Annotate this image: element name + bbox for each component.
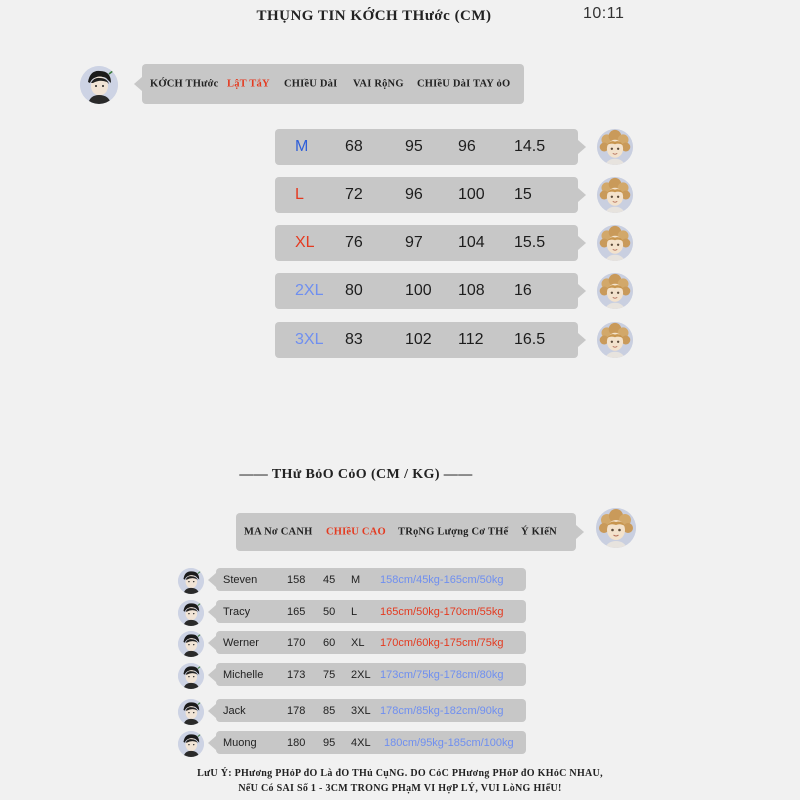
size-row-shoulder: 95 bbox=[405, 138, 423, 155]
blond-curly-hair-avatar-icon bbox=[597, 225, 633, 261]
size-row-size: 2XL bbox=[295, 282, 324, 299]
size-row-shoulder: 96 bbox=[405, 186, 423, 203]
model-row-height: 158 bbox=[287, 573, 306, 586]
size-row bbox=[275, 129, 578, 165]
model-row-height: 165 bbox=[287, 605, 306, 618]
model-row-name: Steven bbox=[223, 573, 258, 586]
dark-haired-boy-avatar-icon bbox=[178, 600, 204, 626]
size-row-size: M bbox=[295, 138, 309, 155]
size-row-shoulder: 102 bbox=[405, 331, 432, 348]
model-row-weight: 75 bbox=[323, 668, 336, 681]
model-row-size: XL bbox=[351, 636, 365, 649]
size-row-length: 68 bbox=[345, 138, 363, 155]
col-length-label: CHIềU DàI bbox=[284, 78, 338, 90]
blond-curly-hair-avatar-icon bbox=[597, 177, 633, 213]
dark-haired-boy-avatar-icon bbox=[178, 731, 204, 757]
model-section-title: —— THử BỏO CỏO (CM / KG) —— bbox=[239, 467, 473, 482]
dark-haired-boy-avatar-icon bbox=[178, 568, 204, 594]
model-row bbox=[216, 663, 526, 686]
model-row-recommend: 178cm/85kg-182cm/90kg bbox=[380, 704, 504, 717]
blond-curly-hair-avatar-icon bbox=[597, 129, 633, 165]
size-row bbox=[275, 273, 578, 309]
model-row-size: 4XL bbox=[351, 736, 371, 749]
model-row-recommend: 170cm/60kg-175cm/75kg bbox=[380, 636, 504, 649]
size-row-length: 80 bbox=[345, 282, 363, 299]
size-row-chest: 96 bbox=[458, 138, 476, 155]
model-table-header bbox=[236, 513, 576, 551]
model-row-name: Werner bbox=[223, 636, 259, 649]
size-row-shoulder: 100 bbox=[405, 282, 432, 299]
size-row bbox=[275, 177, 578, 213]
blond-curly-hair-avatar-icon bbox=[597, 273, 633, 309]
col-size-note: LậT TắY bbox=[227, 78, 270, 90]
model-row-size: 2XL bbox=[351, 668, 371, 681]
size-row bbox=[275, 322, 578, 358]
size-row-sleeve: 16.5 bbox=[514, 331, 546, 348]
size-row-chest: 112 bbox=[458, 331, 484, 348]
size-row-chest: 104 bbox=[458, 234, 485, 251]
size-row-size: L bbox=[295, 186, 304, 203]
size-row-shoulder: 97 bbox=[405, 234, 423, 251]
footer-note-line2: NếU Có SAI Số 1 - 3CM TRONG PHạM VI HợP LÝ, VUI LòNG HIểU! bbox=[238, 783, 562, 794]
size-row-length: 76 bbox=[345, 234, 363, 251]
dark-haired-boy-avatar-icon bbox=[178, 699, 204, 725]
dark-haired-boy-avatar-icon bbox=[178, 631, 204, 657]
model-row bbox=[216, 699, 526, 722]
size-row-length: 83 bbox=[345, 331, 363, 348]
size-row-sleeve: 15.5 bbox=[514, 234, 546, 251]
model-row-height: 178 bbox=[287, 704, 306, 717]
model-row-height: 170 bbox=[287, 636, 306, 649]
model-row-size: 3XL bbox=[351, 704, 371, 717]
model-row-recommend: 173cm/75kg-178cm/80kg bbox=[380, 668, 504, 681]
model-row-name: Michelle bbox=[223, 668, 264, 681]
size-row-sleeve: 16 bbox=[514, 282, 532, 299]
model-row bbox=[216, 600, 526, 623]
page-title: THỤNG TIN KỚCH THước (CM) bbox=[256, 8, 492, 24]
size-row-chest: 100 bbox=[458, 186, 485, 203]
size-row-size: 3XL bbox=[295, 331, 324, 348]
col-advice-label: Ý KIếN bbox=[521, 526, 557, 538]
model-row bbox=[216, 631, 526, 654]
model-row-size: M bbox=[351, 573, 361, 586]
blond-curly-hair-avatar-icon bbox=[596, 508, 636, 548]
model-row-recommend: 165cm/50kg-170cm/55kg bbox=[380, 605, 504, 618]
size-row-chest: 108 bbox=[458, 282, 485, 299]
dark-haired-boy-avatar-icon bbox=[178, 663, 204, 689]
model-row bbox=[216, 568, 526, 591]
size-table-header bbox=[142, 64, 524, 104]
model-row-weight: 85 bbox=[323, 704, 336, 717]
model-row-recommend: 180cm/95kg-185cm/100kg bbox=[384, 736, 514, 749]
model-row-height: 173 bbox=[287, 668, 306, 681]
size-row-size: XL bbox=[295, 234, 315, 251]
status-time: 10:11 bbox=[583, 5, 625, 22]
footer-note-line1: LưU Ý: PHương PHỏP đO Là đO THủ CụNG. DO CỏC PHương PHỏP đO KHỏC NHAU, bbox=[197, 768, 603, 779]
model-row-size: L bbox=[351, 605, 358, 618]
dark-haired-boy-avatar-icon bbox=[80, 66, 118, 104]
model-row-weight: 50 bbox=[323, 605, 336, 618]
blond-curly-hair-avatar-icon bbox=[597, 322, 633, 358]
model-row-name: Muong bbox=[223, 736, 257, 749]
col-sleeve-label: CHIềU DàI TAY ỏO bbox=[417, 78, 511, 90]
model-row bbox=[216, 731, 526, 754]
size-row-sleeve: 15 bbox=[514, 186, 532, 203]
col-shoulder-label: VAI RộNG bbox=[353, 78, 404, 90]
model-row-weight: 45 bbox=[323, 573, 336, 586]
model-row-weight: 95 bbox=[323, 736, 336, 749]
size-row-length: 72 bbox=[345, 186, 363, 203]
col-size-label: KỚCH THước bbox=[150, 78, 219, 90]
model-row-name: Jack bbox=[223, 704, 246, 717]
size-row bbox=[275, 225, 578, 261]
col-weight-label: TRọNG Lượng Cơ THể bbox=[398, 526, 509, 538]
model-row-weight: 60 bbox=[323, 636, 336, 649]
col-height-label: CHIềU CAO bbox=[326, 526, 386, 538]
model-row-recommend: 158cm/45kg-165cm/50kg bbox=[380, 573, 504, 586]
col-model-label: MA Nơ CANH bbox=[244, 526, 313, 538]
size-row-sleeve: 14.5 bbox=[514, 138, 546, 155]
model-row-height: 180 bbox=[287, 736, 306, 749]
model-row-name: Tracy bbox=[223, 605, 251, 618]
